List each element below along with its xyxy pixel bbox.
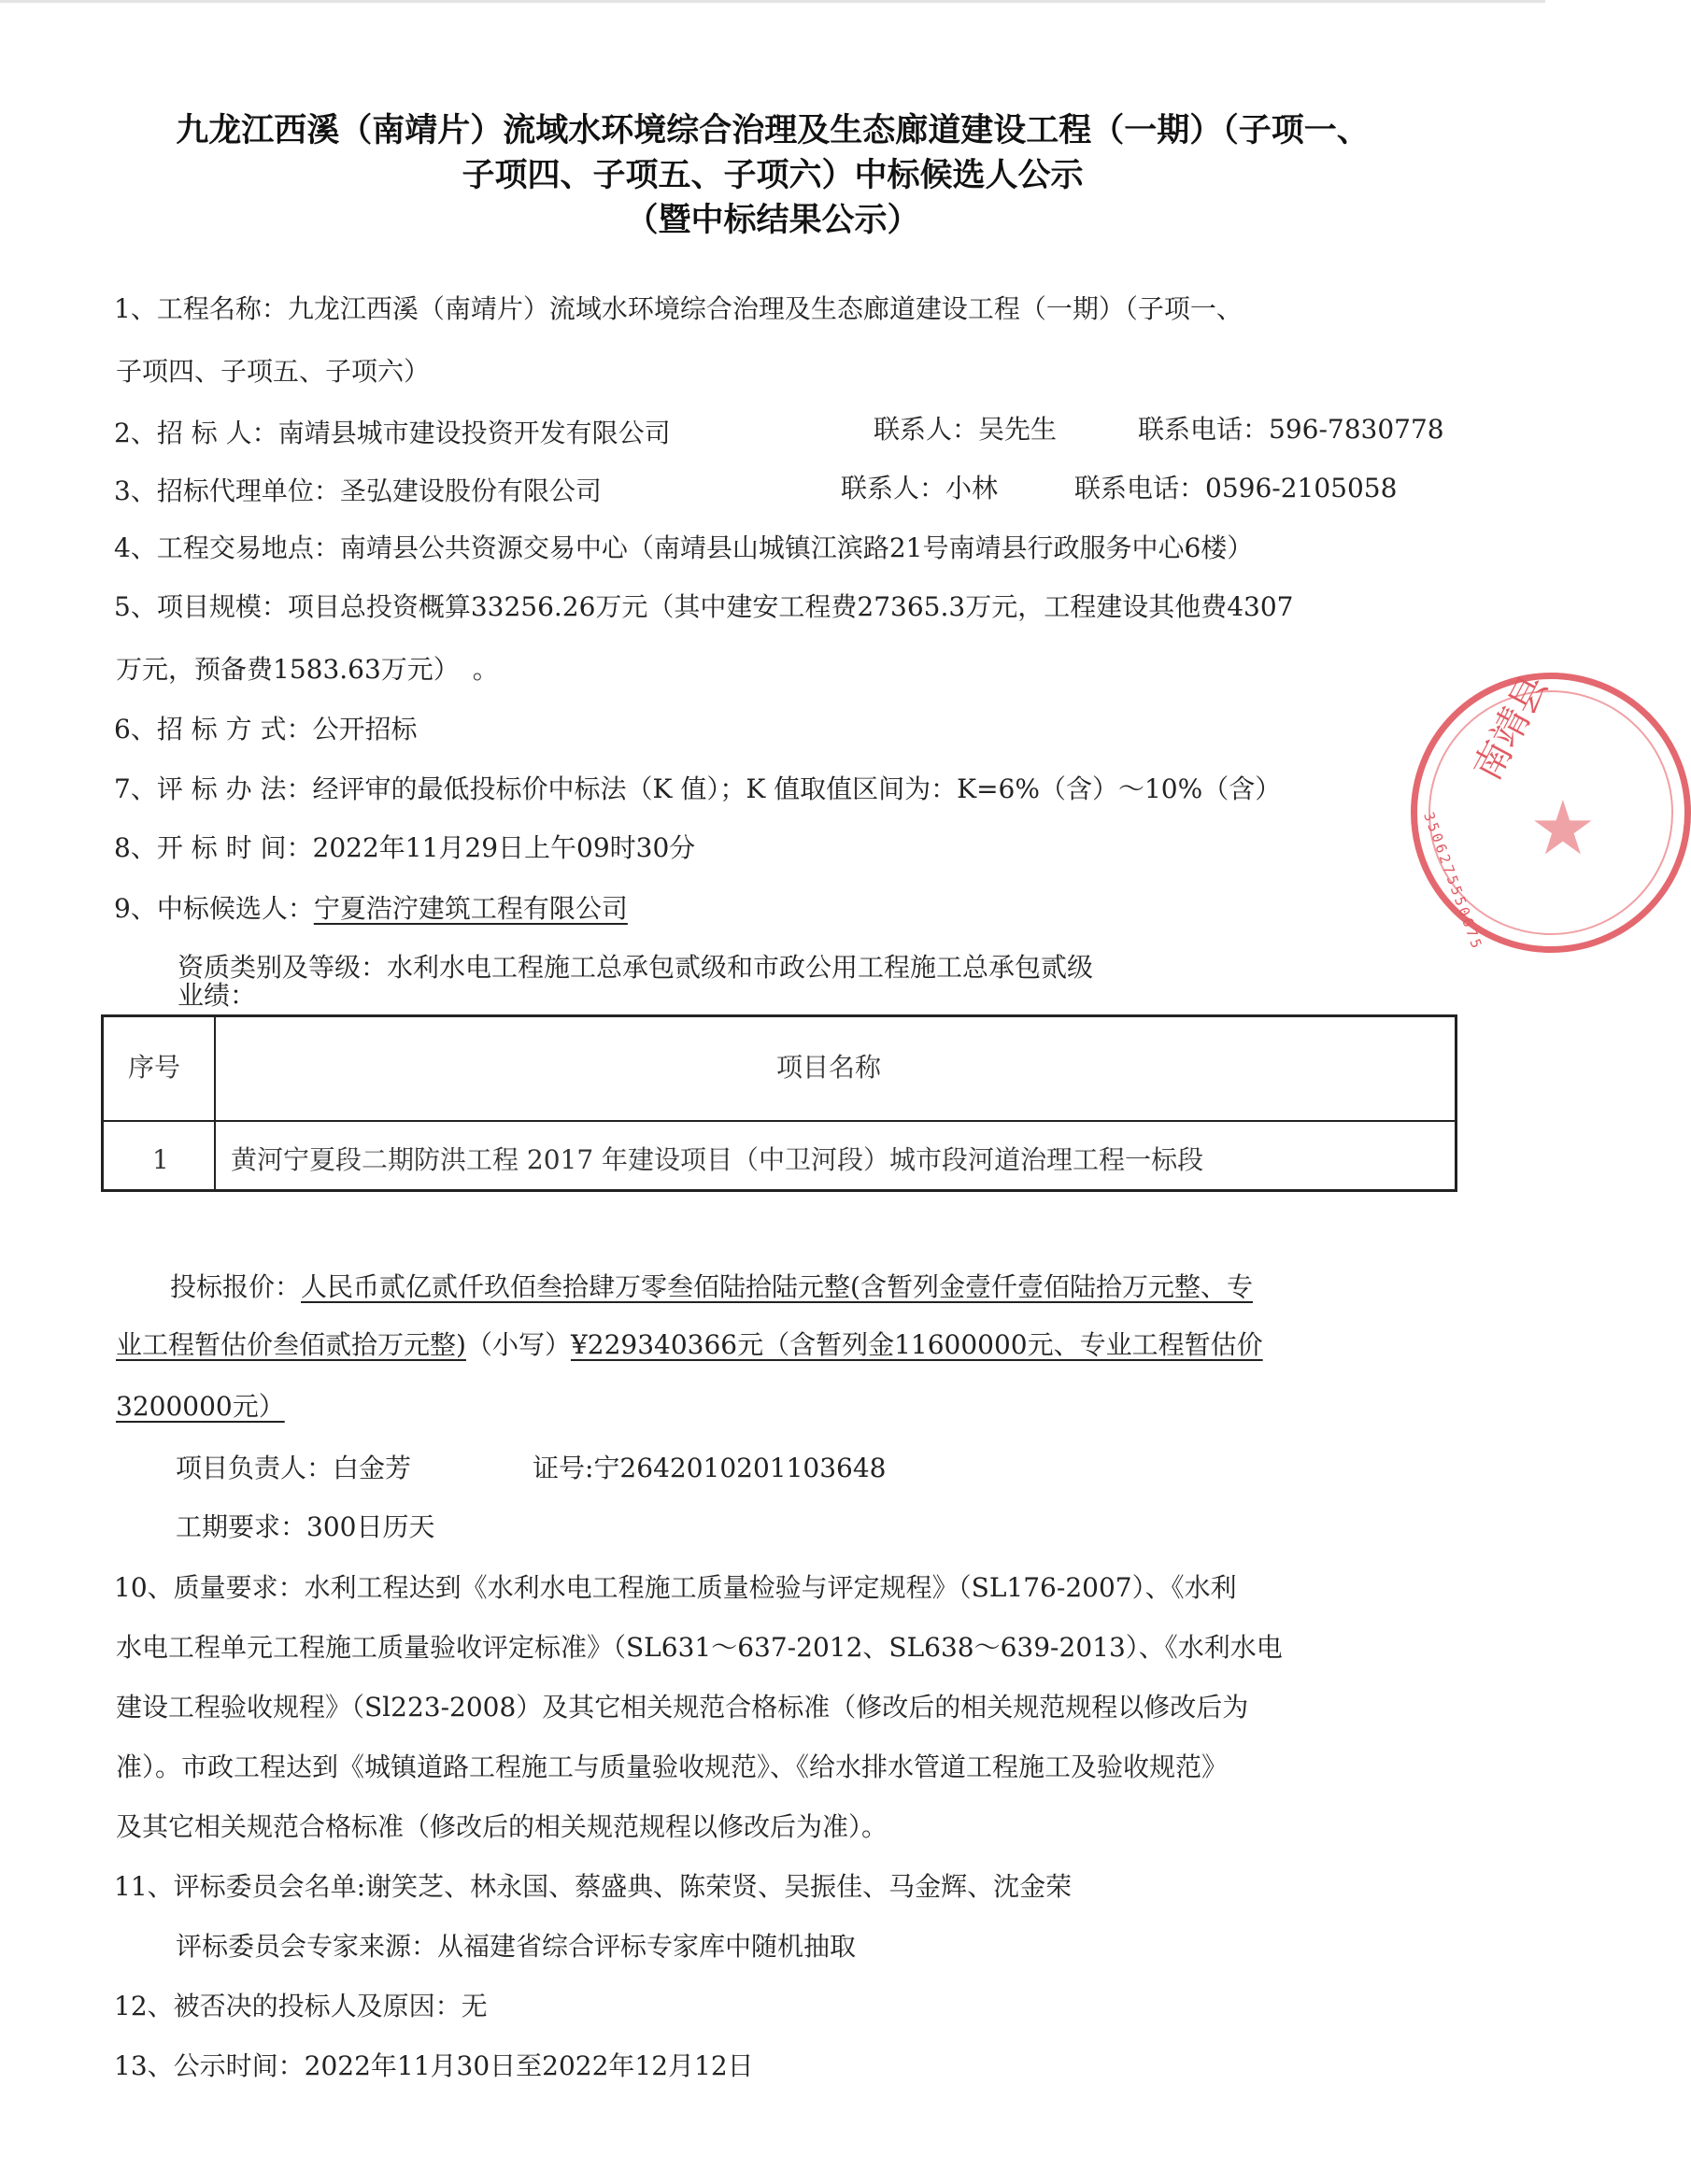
table-row-1-name: 黄河宁夏段二期防洪工程 2017 年建设项目（中卫河段）城市段河道治理工程一标段 [231,1144,1204,1175]
table-header-name: 项目名称 [776,1052,882,1083]
title-line-2: 子项四、子项五、子项六）中标候选人公示 [462,157,1084,194]
bid-amount-figure-cont: 3200000元） [116,1391,285,1422]
item-7-evaluation: 7、评 标 办 法：经评审的最低投标价中标法（K 值）；K 值取值区间为：K=6%（含）～10%（含） [114,773,1282,804]
item-9-label: 9、中标候选人： [114,893,314,924]
bid-lowercase-label: （小写） [465,1329,571,1360]
table-row-1-no: 1 [152,1144,169,1175]
bid-line-1 [170,1269,1253,1306]
bid-line-2 [116,1326,1263,1364]
item-9-company: 宁夏浩泞建筑工程有限公司 [313,893,628,924]
bid-amount-figure: ¥229340366元（含暂列金11600000元、专业工程暂估价 [570,1329,1263,1360]
bid-amount-words: 人民币贰亿贰仟玖佰叁拾肆万零叁佰陆拾陆元整(含暂列金壹仟壹佰陆拾万元整、专 [301,1271,1253,1302]
certificate-number: 证号:宁2642010201103648 [533,1453,887,1483]
expert-source: 评标委员会专家来源：从福建省综合评标专家库中随机抽取 [176,1931,857,1962]
scan-top-edge [0,0,1545,3]
table-column-divider [214,1017,216,1189]
item-3-agency: 3、招标代理单位：圣弘建设股份有限公司 [114,475,602,506]
seal-text: 南靖县 [1465,668,1556,787]
project-manager: 项目负责人：白金芳 [176,1453,412,1483]
item-5-line-1: 5、项目规模：项目总投资概算33256.26万元（其中建安工程费27365.3万元，工程建设其他费4307 [114,591,1294,622]
seal-number: 3506275550675 [1420,810,1486,954]
item-6-method: 6、招 标 方 式：公开招标 [114,714,418,745]
performance-label-text: 业绩： [178,980,257,1011]
item-3-phone: 联系电话：0596-2105058 [1074,473,1398,503]
item-2-contact: 联系人：吴先生 [874,414,1058,445]
qualification: 资质类别及等级：水利水电工程施工总承包贰级和市政公用工程施工总承包贰级 [178,952,1094,983]
seal-star-icon: ★ [1529,785,1597,872]
item-8-opening-time: 8、开 标 时 间：2022年11月29日上午09时30分 [114,832,696,863]
item-1-line-2: 子项四、子项五、子项六） [116,356,431,387]
item-10-line-1: 10、质量要求：水利工程达到《水利水电工程施工质量检验与评定规程》（SL176-2007）、《水利 [114,1572,1237,1603]
item-4-location: 4、工程交易地点：南靖县公共资源交易中心（南靖县山城镇江滨路21号南靖县行政服务中心6楼） [114,532,1254,563]
performance-table [101,1014,1457,1192]
item-10-line-3: 建设工程验收规程》（Sl223-2008）及其它相关规范合格标准（修改后的相关规范规程以修改后为 [116,1692,1249,1723]
bid-line-3 [116,1388,285,1425]
table-row-divider [104,1120,1455,1122]
item-2-tenderer: 2、招 标 人：南靖县城市建设投资开发有限公司 [114,418,671,448]
item-9-candidate [114,890,628,928]
item-5-line-2: 万元，预备费1583.63万元） 。 [116,654,499,685]
item-10-line-5: 及其它相关规范合格标准（修改后的相关规范规程以修改后为准）。 [116,1811,888,1842]
bid-label: 投标报价： [170,1271,302,1302]
company-seal [1411,668,1691,954]
table-header-no: 序号 [128,1052,181,1083]
item-2-phone: 联系电话：596-7830778 [1138,414,1444,445]
construction-period: 工期要求：300日历天 [176,1511,435,1542]
bid-amount-words-cont: 业工程暂估价叁佰贰拾万元整) [116,1329,466,1360]
item-13-publicity-period: 13、公示时间：2022年11月30日至2022年12月12日 [114,2050,754,2081]
item-3-contact: 联系人：小林 [841,473,999,503]
item-1-line-1: 1、工程名称：九龙江西溪（南靖片）流域水环境综合治理及生态廊道建设工程（一期）（子项一、 [114,293,1243,324]
item-11-committee: 11、评标委员会名单:谢笑芝、林永国、蔡盛典、陈荣贤、吴振佳、马金辉、沈金荣 [114,1871,1073,1902]
title-line-3: （暨中标结果公示） [625,202,920,239]
item-10-line-2: 水电工程单元工程施工质量验收评定标准》（SL631～637-2012、SL638～639-2013）、《水利水电 [116,1632,1283,1663]
title-line-1: 九龙江西溪（南靖片）流域水环境综合治理及生态廊道建设工程（一期）（子项一、 [176,112,1370,149]
item-10-line-4: 准）。市政工程达到《城镇道路工程施工与质量验收规范》、《给水排水管道工程施工及验收规范》 [116,1751,1229,1782]
item-12-rejected: 12、被否决的投标人及原因：无 [114,1991,488,2021]
